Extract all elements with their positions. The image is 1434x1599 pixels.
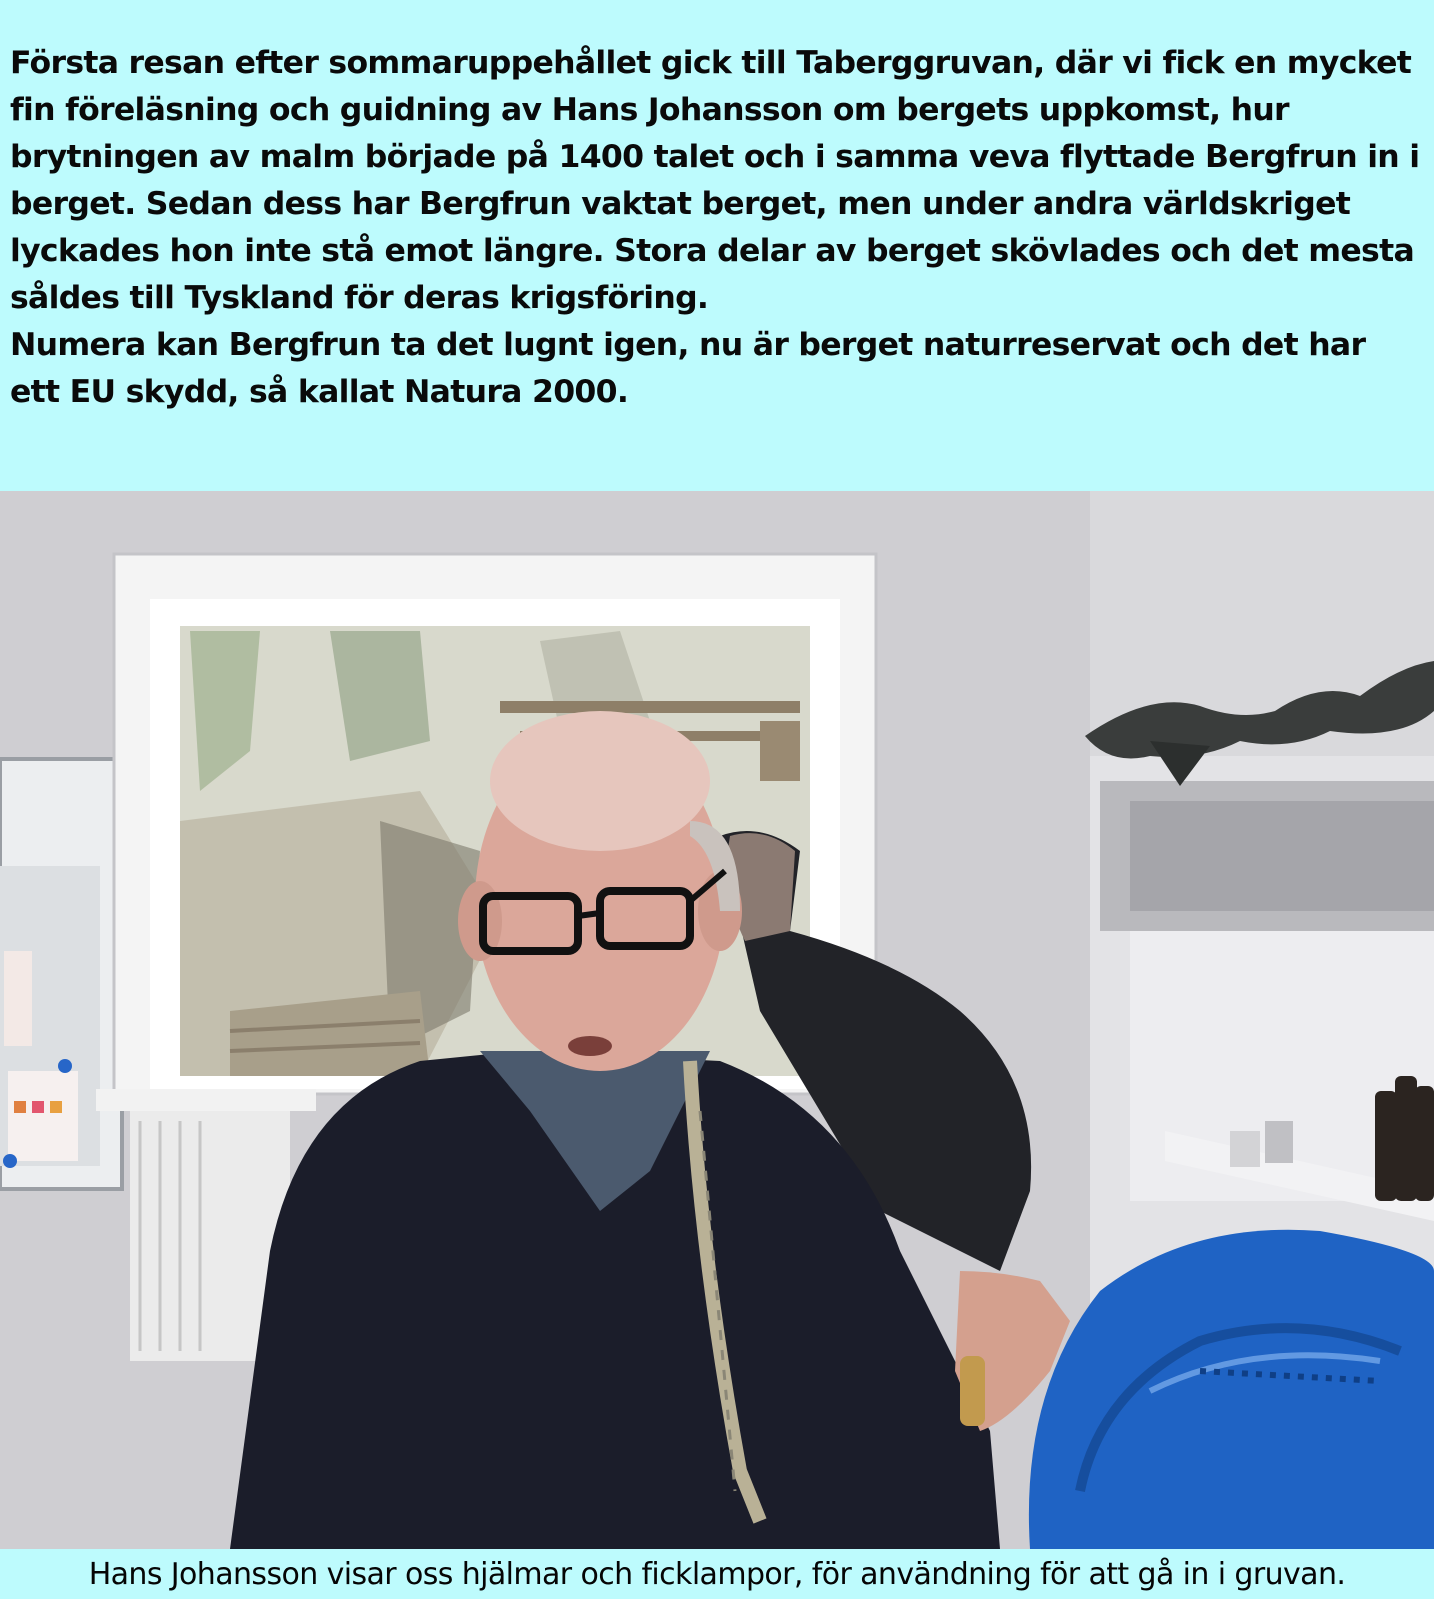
photo-guide-with-helmet — [0, 491, 1434, 1549]
paragraph-2: Numera kan Bergfrun ta det lugnt igen, nu är berget naturreservat och det har ett EU skydd, så kallat Natura 2000. — [10, 327, 1366, 410]
photo-caption: Hans Johansson visar oss hjälmar och ficklampor, för användning för att gå in i gruvan. — [0, 1550, 1434, 1599]
whiteboard — [0, 759, 122, 1189]
paragraph-1: Första resan efter sommaruppehållet gick till Taberggruvan, där vi fick en mycket fin föreläsning och guidning av Hans Johansson om bergets uppkomst, hur brytningen av malm började på 1400 talet och i samma veva flyttade Bergfrun in i berget. Sedan dess har Bergfrun vaktat berget, men under andra världskriget lyckades hon inte stå emot längre. Stora delar av berget skövlades och det mesta såldes till Tyskland för deras krigsföring. — [10, 45, 1420, 316]
intro-text — [10, 40, 1420, 416]
